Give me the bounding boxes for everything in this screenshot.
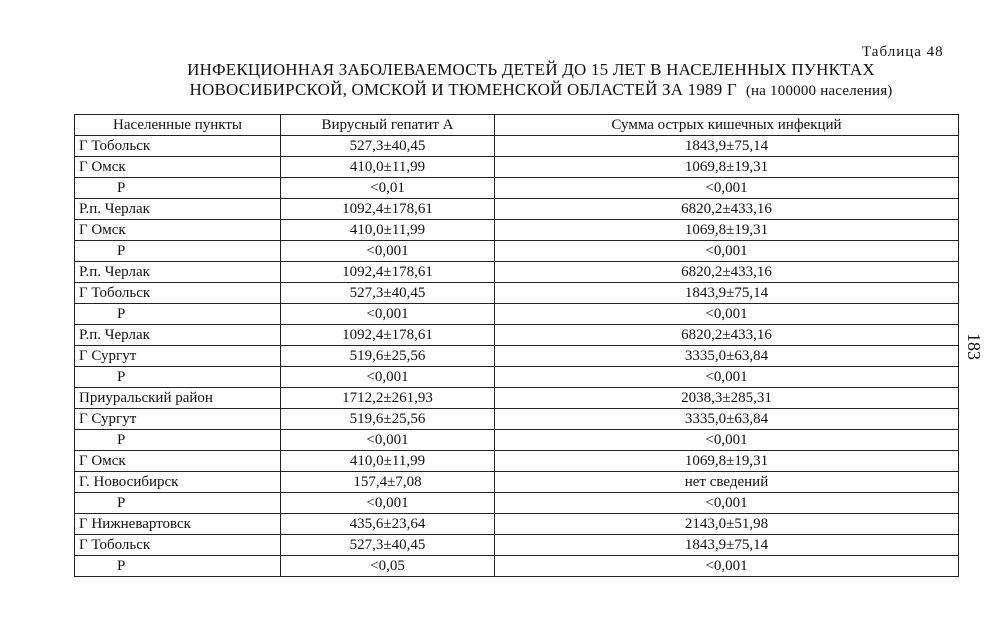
table-row	[75, 451, 959, 472]
hepatitis-a-cell: <0,001	[281, 367, 495, 388]
table-row	[75, 304, 959, 325]
locality-cell: Р.п. Черлак	[75, 199, 281, 220]
intestinal-infections-cell: <0,001	[495, 178, 959, 199]
hepatitis-a-cell: 1092,4±178,61	[281, 325, 495, 346]
table-body	[75, 136, 959, 577]
table-row	[75, 493, 959, 514]
hepatitis-a-cell: 519,6±25,56	[281, 409, 495, 430]
intestinal-infections-cell: <0,001	[495, 493, 959, 514]
hepatitis-a-cell: 527,3±40,45	[281, 535, 495, 556]
intestinal-infections-cell: 6820,2±433,16	[495, 262, 959, 283]
intestinal-infections-cell: 6820,2±433,16	[495, 199, 959, 220]
intestinal-infections-cell: 1843,9±75,14	[495, 535, 959, 556]
table-row	[75, 157, 959, 178]
table-row	[75, 325, 959, 346]
locality-cell: Г Тобольск	[75, 283, 281, 304]
morbidity-table	[74, 114, 959, 577]
header-intestinal-infections: Сумма острых кишечных инфекций	[495, 115, 959, 136]
hepatitis-a-cell: 410,0±11,99	[281, 451, 495, 472]
locality-cell: Г Тобольск	[75, 136, 281, 157]
locality-cell: Г Сургут	[75, 409, 281, 430]
hepatitis-a-cell: <0,001	[281, 430, 495, 451]
table-row	[75, 262, 959, 283]
table-row	[75, 430, 959, 451]
table-row	[75, 346, 959, 367]
table-label: Таблица 48	[862, 44, 944, 60]
table-row	[75, 220, 959, 241]
intestinal-infections-cell: 3335,0±63,84	[495, 346, 959, 367]
table-row	[75, 283, 959, 304]
header-hepatitis-a: Вирусный гепатит А	[281, 115, 495, 136]
intestinal-infections-cell: 2038,3±285,31	[495, 388, 959, 409]
table-title-note: (на 100000 населения)	[745, 83, 893, 99]
locality-cell: Р	[75, 178, 281, 199]
intestinal-infections-cell: <0,001	[495, 556, 959, 577]
locality-cell: Г Омск	[75, 157, 281, 178]
table-row	[75, 388, 959, 409]
intestinal-infections-cell: 2143,0±51,98	[495, 514, 959, 535]
intestinal-infections-cell: <0,001	[495, 430, 959, 451]
locality-cell: Р.п. Черлак	[75, 325, 281, 346]
hepatitis-a-cell: <0,001	[281, 493, 495, 514]
table-row	[75, 514, 959, 535]
hepatitis-a-cell: <0,01	[281, 178, 495, 199]
hepatitis-a-cell: 435,6±23,64	[281, 514, 495, 535]
table-title-line-2	[40, 80, 1002, 100]
intestinal-infections-cell: 1069,8±19,31	[495, 220, 959, 241]
intestinal-infections-cell: <0,001	[495, 304, 959, 325]
table-row	[75, 472, 959, 493]
locality-cell: Г Омск	[75, 220, 281, 241]
table-title-region: НОВОСИБИРСКОЙ, ОМСКОЙ И ТЮМЕНСКОЙ ОБЛАСТЕЙ ЗА 1989 Г	[189, 80, 737, 99]
hepatitis-a-cell: 1092,4±178,61	[281, 262, 495, 283]
hepatitis-a-cell: 1092,4±178,61	[281, 199, 495, 220]
intestinal-infections-cell: 1843,9±75,14	[495, 283, 959, 304]
table-header-row	[75, 115, 959, 136]
locality-cell: Р	[75, 241, 281, 262]
intestinal-infections-cell: <0,001	[495, 241, 959, 262]
intestinal-infections-cell: 1069,8±19,31	[495, 157, 959, 178]
intestinal-infections-cell: 1069,8±19,31	[495, 451, 959, 472]
hepatitis-a-cell: 527,3±40,45	[281, 136, 495, 157]
table-title-line-1: ИНФЕКЦИОННАЯ ЗАБОЛЕВАЕМОСТЬ ДЕТЕЙ ДО 15 ЛЕТ В НАСЕЛЕННЫХ ПУНКТАХ	[187, 60, 875, 79]
table-row	[75, 535, 959, 556]
locality-cell: Г Тобольск	[75, 535, 281, 556]
table-row	[75, 556, 959, 577]
locality-cell: Р	[75, 556, 281, 577]
locality-cell: Г. Новосибирск	[75, 472, 281, 493]
locality-cell: Р	[75, 367, 281, 388]
intestinal-infections-cell: <0,001	[495, 367, 959, 388]
hepatitis-a-cell: 519,6±25,56	[281, 346, 495, 367]
hepatitis-a-cell: 527,3±40,45	[281, 283, 495, 304]
intestinal-infections-cell: 1843,9±75,14	[495, 136, 959, 157]
locality-cell: Р.п. Черлак	[75, 262, 281, 283]
locality-cell: Г Сургут	[75, 346, 281, 367]
intestinal-infections-cell: 6820,2±433,16	[495, 325, 959, 346]
locality-cell: Р	[75, 430, 281, 451]
hepatitis-a-cell: 1712,2±261,93	[281, 388, 495, 409]
table-row	[75, 199, 959, 220]
table-row	[75, 367, 959, 388]
locality-cell: Р	[75, 493, 281, 514]
hepatitis-a-cell: 410,0±11,99	[281, 157, 495, 178]
header-locality: Населенные пункты	[75, 115, 281, 136]
table-row	[75, 409, 959, 430]
intestinal-infections-cell: 3335,0±63,84	[495, 409, 959, 430]
page-number: 183	[964, 333, 984, 360]
table-row	[75, 241, 959, 262]
locality-cell: Приуральский район	[75, 388, 281, 409]
intestinal-infections-cell: нет сведений	[495, 472, 959, 493]
table-row	[75, 136, 959, 157]
locality-cell: Г Омск	[75, 451, 281, 472]
locality-cell: Р	[75, 304, 281, 325]
hepatitis-a-cell: <0,001	[281, 304, 495, 325]
hepatitis-a-cell: <0,001	[281, 241, 495, 262]
table-row	[75, 178, 959, 199]
hepatitis-a-cell: <0,05	[281, 556, 495, 577]
hepatitis-a-cell: 157,4±7,08	[281, 472, 495, 493]
hepatitis-a-cell: 410,0±11,99	[281, 220, 495, 241]
locality-cell: Г Нижневартовск	[75, 514, 281, 535]
